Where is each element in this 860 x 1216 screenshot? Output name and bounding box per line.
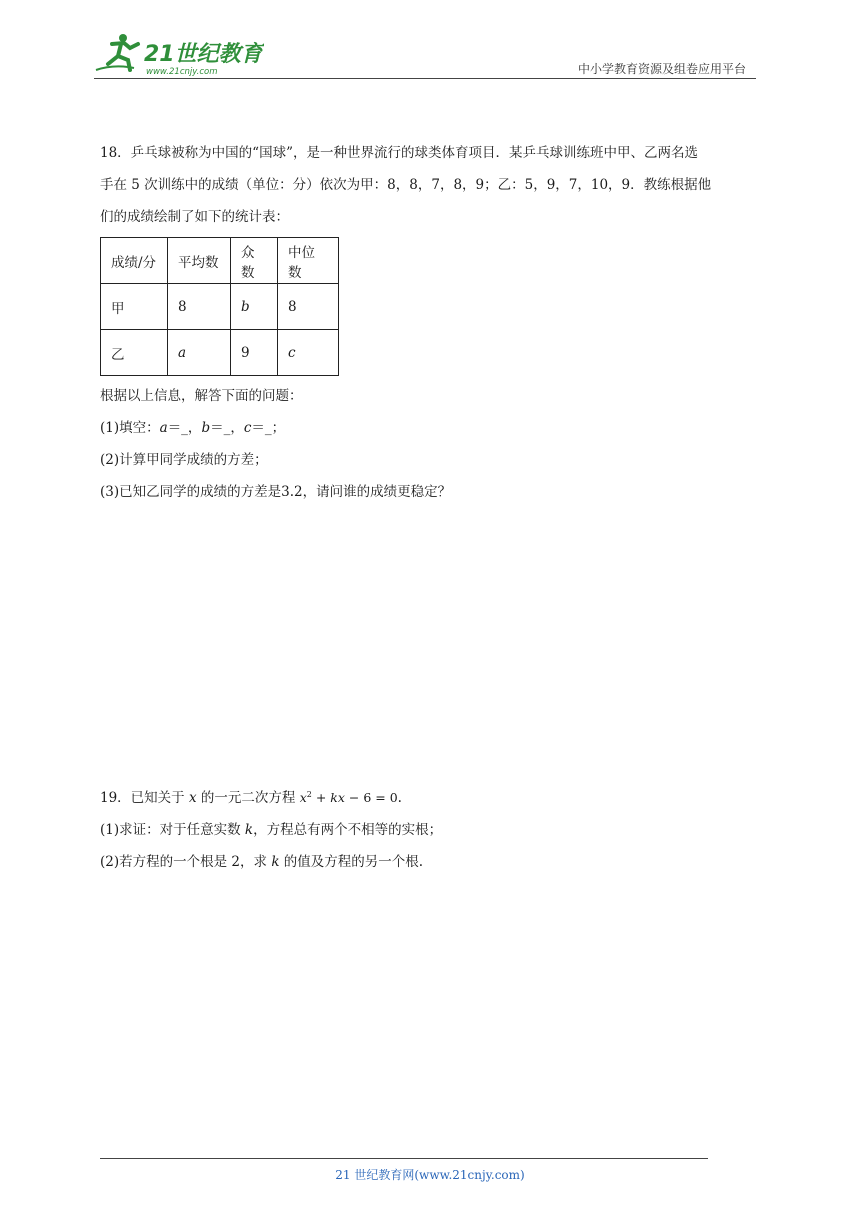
q19-sub-question-1 <box>100 814 760 846</box>
logo-text: 21世纪教育 <box>144 42 263 67</box>
question-18 <box>100 137 760 508</box>
var-b: b <box>201 420 211 436</box>
q18-sub-question-3: (3)已知乙同学的成绩的方差是3.2，请问谁的成绩更稳定？ <box>100 484 452 500</box>
eq-x: x <box>299 790 307 806</box>
table-cell: 8 <box>168 284 231 330</box>
q19-prefix: 19．已知关于 <box>100 790 185 807</box>
q18-sub-question-2: (2)计算甲同学成绩的方差； <box>100 452 268 468</box>
q18-line-3: 们的成绩绘制了如下的统计表： <box>100 209 289 225</box>
question-19 <box>100 779 760 878</box>
q18-line-1: 18．乒乓球被称为中国的“国球”，是一种世界流行的球类体育项目．某乒乓球训练班中甲、乙两名选 <box>100 145 698 161</box>
statistics-table <box>100 237 339 376</box>
header-divider <box>94 78 756 79</box>
q18-instruction: 根据以上信息，解答下面的问题： <box>100 388 303 404</box>
table-cell: 9 <box>231 330 278 376</box>
var-a: a <box>159 420 168 436</box>
table-cell: c <box>278 330 339 376</box>
platform-name: 中小学教育资源及组卷应用平台 <box>578 62 747 76</box>
eq-exponent: 2 <box>306 790 312 799</box>
q19-end: . <box>397 790 402 807</box>
table-cell: 8 <box>278 284 339 330</box>
quadratic-equation <box>300 790 398 805</box>
table-header-cell: 中位数 <box>278 238 339 284</box>
eq-kx: kx <box>330 790 345 806</box>
table-header-cell: 成绩/分 <box>101 238 168 284</box>
var-c: c <box>243 420 252 436</box>
q19-mid: 的一元二次方程 <box>200 790 296 807</box>
q19-line-1 <box>100 779 760 814</box>
var-k: k <box>244 822 254 839</box>
q18-sub-question-1 <box>100 412 760 444</box>
table-row <box>101 284 339 330</box>
footer-link[interactable]: 21 世纪教育网(www.21cnjy.com) <box>335 1168 525 1182</box>
table-header-cell: 众数 <box>231 238 278 284</box>
runner-logo-icon <box>94 30 264 78</box>
var-x: x <box>188 790 197 807</box>
table-cell: 乙 <box>101 330 168 376</box>
q19-sub2-prefix: (2)若方程的一个根是 2，求 <box>100 854 268 871</box>
table-cell: b <box>231 284 278 330</box>
sub1-prefix: (1)填空： <box>100 420 160 436</box>
q19-sub2-suffix: 的值及方程的另一个根. <box>283 854 424 871</box>
table-cell: 甲 <box>101 284 168 330</box>
footer-divider <box>100 1158 708 1159</box>
blank-c: ＝_； <box>251 420 286 436</box>
table-row <box>101 330 339 376</box>
var-k: k <box>271 854 280 871</box>
q19-sub1-prefix: (1)求证：对于任意实数 <box>100 822 241 839</box>
site-logo <box>94 30 264 78</box>
q19-sub-question-2 <box>100 846 760 878</box>
logo-url: www.21cnjy.com <box>146 67 218 77</box>
blank-b: ＝_， <box>210 420 244 436</box>
eq-tail: − 6 = 0 <box>344 790 398 806</box>
table-cell: a <box>168 330 231 376</box>
table-header-cell: 平均数 <box>168 238 231 284</box>
q19-sub1-suffix: ，方程总有两个不相等的实根； <box>253 822 443 839</box>
q18-line-2: 手在 5 次训练中的成绩（单位：分）依次为甲：8，8，7，8，9；乙：5，9，7，10，9．教练根据他 <box>100 177 712 193</box>
table-header-row <box>101 238 339 284</box>
eq-plus: + <box>311 790 331 806</box>
blank-a: ＝_， <box>167 420 202 436</box>
